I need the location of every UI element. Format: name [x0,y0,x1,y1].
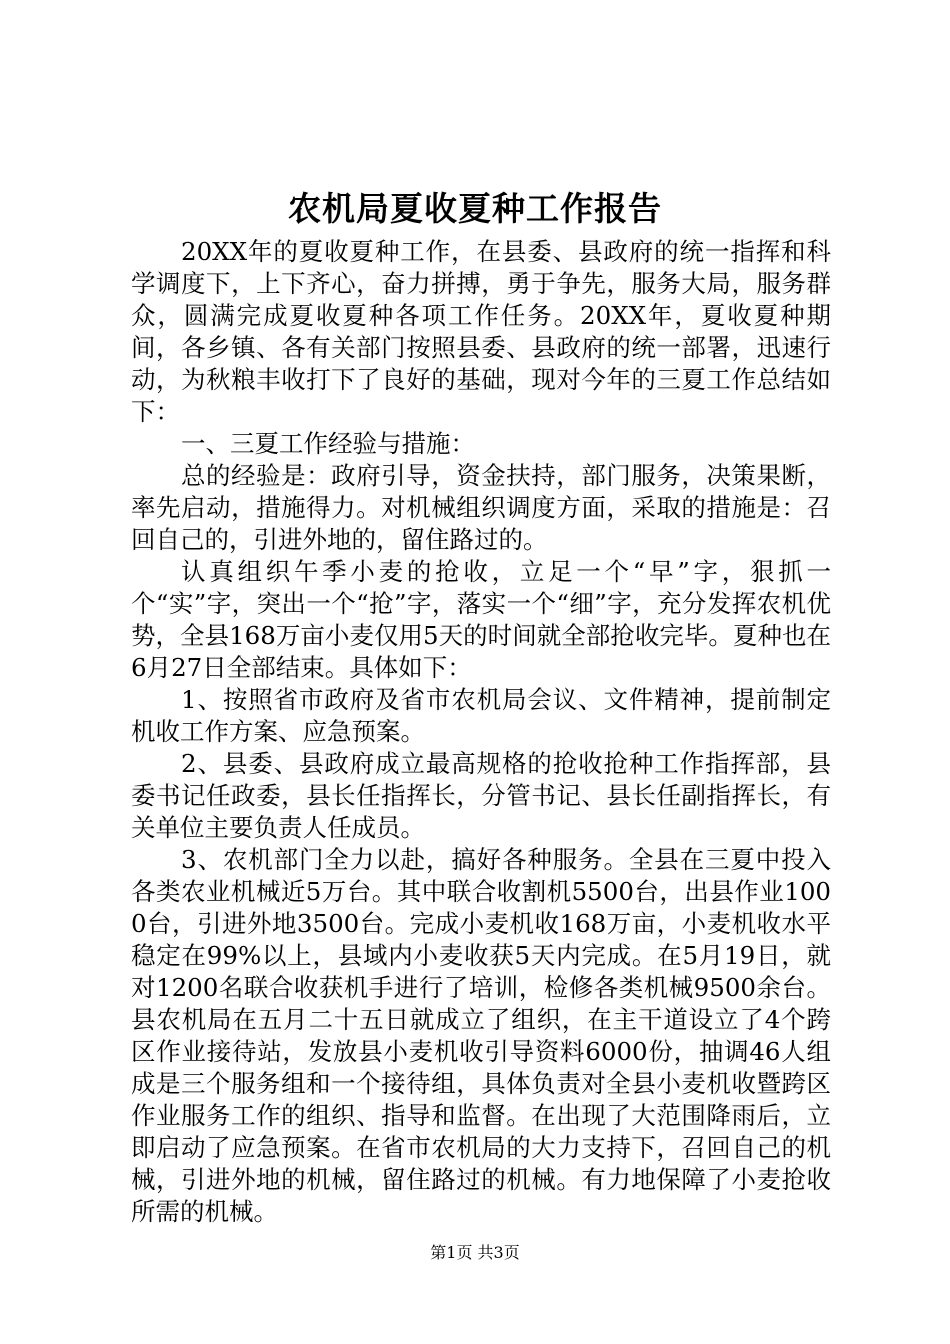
page-number-footer: 第1页 共3页 [430,1243,520,1262]
document-body [131,236,831,1228]
paragraph-item-2: 2、县委、县政府成立最高规格的抢收抢种工作指挥部，县委书记任政委，县长任指挥长，分管书记、县长任副指挥长，有关单位主要负责人任成员。 [131,749,831,842]
paragraph-section-heading: 一、三夏工作经验与措施： [181,429,475,458]
document-title: 农机局夏收夏种工作报告 [288,189,662,228]
paragraph-intro: 20XX年的夏收夏种工作，在县委、县政府的统一指挥和科学调度下，上下齐心，奋力拼搏，勇于争先，服务大局，服务群众，圆满完成夏收夏种各项工作任务。20XX年，夏收夏种期间，各乡镇、各有关部门按照县委、县政府的统一部署，迅速行动，为秋粮丰收打下了良好的基础，现对今年的三夏工作总结如下： [131,237,831,426]
paragraph-experience: 总的经验是：政府引导，资金扶持，部门服务，决策果断，率先启动，措施得力。对机械组织调度方面，采取的措施是：召回自己的，引进外地的，留住路过的。 [131,461,831,554]
paragraph-item-1: 1、按照省市政府及省市农机局会议、文件精神，提前制定机收工作方案、应急预案。 [131,685,831,746]
paragraph-item-3: 3、农机部门全力以赴，搞好各种服务。全县在三夏中投入各类农业机械近5万台。其中联合收割机5500台，出县作业1000台，引进外地3500台。完成小麦机收168万亩，小麦机收水平稳定在99%以上，县域内小麦收获5天内完成。在5月19日，就对1200名联合收获机手进行了培训，检修各类机械9500余台。县农机局在五月二十五日就成立了组织，在主干道设立了4个跨区作业接待站，发放县小麦机收引导资料6000份，抽调46人组成是三个服务组和一个接待组，具体负责对全县小麦机收暨跨区作业服务工作的组织、指导和监督。在出现了大范围降雨后，立即启动了应急预案。在省市农机局的大力支持下，召回自己的机械，引进外地的机械，留住路过的机械。有力地保障了小麦抢收所需的机械。 [131,845,831,1226]
paragraph-harvest: 认真组织午季小麦的抢收，立足一个“早”字，狠抓一个“实”字，突出一个“抢”字，落实一个“细”字，充分发挥农机优势，全县168万亩小麦仅用5天的时间就全部抢收完毕。夏种也在6月27日全部结束。具体如下： [131,557,831,682]
